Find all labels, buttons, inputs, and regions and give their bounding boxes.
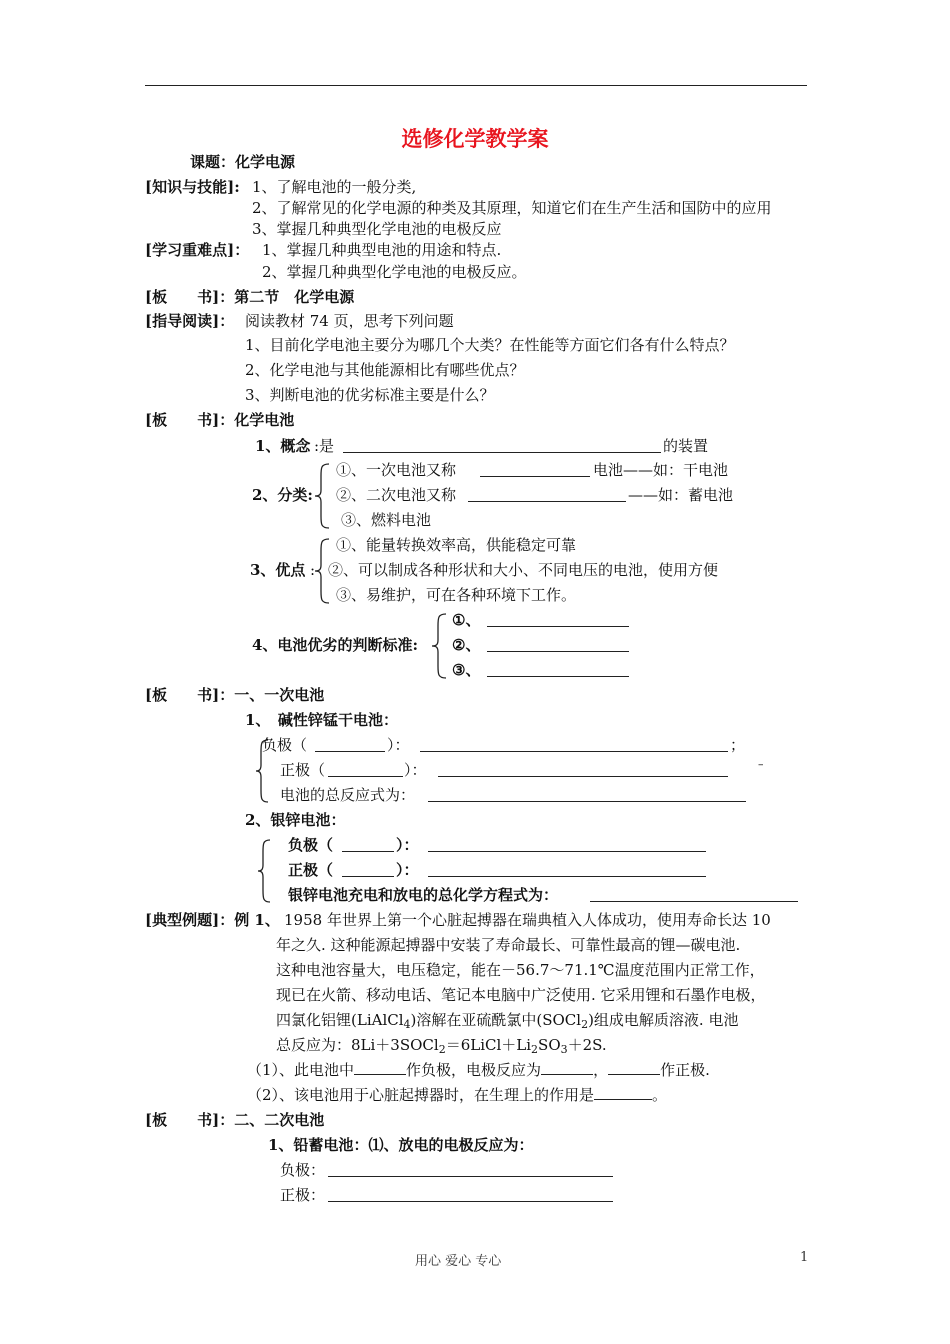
silver-total-blank[interactable] — [590, 901, 798, 902]
knowledge-item: 1、了解电池的一般分类, — [252, 178, 417, 196]
silver-pos-close: ）： — [396, 861, 419, 879]
example-question-1: （1）、此电池中 作负极，电极反应为 ， 作正极. — [247, 1061, 710, 1079]
answer-blank[interactable] — [608, 1060, 660, 1075]
board-heading: [板 书]：第二节 化学电源 — [145, 288, 355, 306]
silver-neg-label: 负极（ — [288, 836, 334, 854]
concept-label: 1、概念 — [255, 437, 311, 455]
guide-intro: 阅读教材 74 页，思考下列问题 — [245, 312, 454, 330]
alkaline-total-label: 电池的总反应式为： — [280, 786, 416, 804]
answer-blank[interactable] — [354, 1060, 406, 1075]
knowledge-item: 3、掌握几种典型化学电池的电极反应 — [252, 220, 502, 238]
criteria-blank[interactable] — [487, 651, 629, 652]
silver-neg-reaction-blank[interactable] — [428, 851, 706, 852]
silver-neg-close: ）： — [396, 836, 419, 854]
advantage-item: ①、能量转换效率高，供能稳定可靠 — [336, 536, 577, 554]
alkaline-neg-close: ）： — [387, 736, 410, 754]
alkaline-pos-label: 正极（ — [280, 761, 326, 779]
classify-item-3: ③、燃料电池 — [341, 511, 432, 529]
example-line-5: 四氯化铝锂(LiAlCl$_4$)溶解在亚硫酰氯中(SOCl$_2$)组成电解质溶液. 电池 — [276, 1011, 739, 1031]
silver-pos-reaction-blank[interactable] — [428, 876, 706, 877]
footer-text: 用心 爱心 专心 — [415, 1254, 502, 1269]
classify-item-2b: ——如：蓄电池 — [628, 486, 734, 504]
concept-blank[interactable] — [343, 452, 661, 453]
criteria-blank[interactable] — [487, 626, 629, 627]
criteria-item: ③、 — [452, 661, 481, 679]
example-line: 这种电池容量大，电压稳定，能在－56.7～71.1℃温度范围内正常工作， — [276, 961, 765, 979]
classify-label: 2、分类: — [252, 486, 313, 504]
example-line: 现已在火箭、移动电话、笔记本电脑中广泛使用. 它采用锂和石墨作电极， — [276, 986, 766, 1004]
leadacid-neg-blank[interactable] — [328, 1176, 613, 1177]
alkaline-neg-material-blank[interactable] — [315, 751, 385, 752]
alkaline-total-blank[interactable] — [428, 801, 746, 802]
alkaline-semicolon: ； — [730, 736, 746, 754]
keypoints-item: 2、掌握几种典型化学电池的电极反应。 — [262, 263, 527, 281]
board-heading: [板 书]：一、一次电池 — [145, 686, 325, 704]
leadacid-heading: 1、铅蓄电池：⑴、放电的电极反应为： — [268, 1136, 534, 1154]
answer-blank[interactable] — [541, 1060, 593, 1075]
alkaline-dash: – — [758, 758, 764, 771]
left-brace-icon — [256, 838, 272, 904]
alkaline-pos-material-blank[interactable] — [328, 776, 403, 777]
example-label: [典型例题]：例 1、 — [145, 911, 280, 929]
answer-blank[interactable] — [594, 1085, 652, 1100]
header-rule — [145, 85, 807, 86]
classify-item-1a: ①、一次电池又称 — [336, 461, 457, 479]
guide-question: 2、化学电池与其他能源相比有哪些优点？ — [245, 361, 525, 379]
leadacid-pos-label: 正极： — [280, 1186, 326, 1204]
alkaline-pos-close: ）： — [404, 761, 427, 779]
classify-blank-1[interactable] — [480, 476, 590, 477]
alkaline-pos-reaction-blank[interactable] — [438, 776, 728, 777]
silver-pos-label: 正极（ — [288, 861, 334, 879]
criteria-item: ①、 — [452, 611, 481, 629]
left-brace-icon — [430, 612, 448, 680]
keypoints-label: [学习重难点]： — [145, 241, 250, 259]
silver-pos-material-blank[interactable] — [342, 876, 394, 877]
keypoints-item: 1、掌握几种典型电池的用途和特点. — [262, 241, 502, 259]
silver-heading: 2、银锌电池： — [245, 811, 346, 829]
classify-item-2a: ②、二次电池又称 — [336, 486, 457, 504]
example-line: 年之久. 这种能源起搏器中安装了寿命最长、可靠性最高的锂—碳电池. — [276, 936, 741, 954]
page-title: 选修化学教学案 — [401, 126, 549, 151]
knowledge-label: [知识与技能]: — [145, 178, 240, 196]
page-number: 1 — [800, 1250, 809, 1265]
left-brace-icon — [313, 462, 331, 530]
alkaline-neg-label: 负极（ — [262, 736, 308, 754]
classify-blank-2[interactable] — [468, 501, 626, 502]
classify-item-1b: 电池——如：干电池 — [593, 461, 729, 479]
knowledge-item: 2、了解常见的化学电源的种类及其原理，知道它们在生产生活和国防中的应用 — [252, 199, 772, 217]
concept-prefix: :是 — [314, 437, 335, 455]
example-line: 1958 年世界上第一个心脏起搏器在瑞典植入人体成功，使用寿命长达 10 — [284, 911, 771, 929]
concept-suffix: 的装置 — [663, 437, 709, 455]
leadacid-pos-blank[interactable] — [328, 1201, 613, 1202]
advantage-item: ③、易维护，可在各种环境下工作。 — [336, 586, 577, 604]
criteria-item: ②、 — [452, 636, 481, 654]
board-heading: [板 书]：二、二次电池 — [145, 1111, 325, 1129]
guide-label: [指导阅读]： — [145, 312, 235, 330]
advantage-label: 3、优点 — [250, 561, 306, 579]
leadacid-neg-label: 负极： — [280, 1161, 326, 1179]
example-question-2: （2）、该电池用于心脏起搏器时，在生理上的作用是 。 — [247, 1086, 668, 1104]
topic-heading: 课题：化学电源 — [190, 153, 296, 171]
silver-neg-material-blank[interactable] — [342, 851, 394, 852]
alkaline-heading: 1、 碱性锌锰干电池： — [245, 711, 398, 729]
silver-total-label: 银锌电池充电和放电的总化学方程式为： — [288, 886, 559, 904]
board-heading: [板 书]：化学电池 — [145, 411, 295, 429]
alkaline-neg-reaction-blank[interactable] — [420, 751, 728, 752]
guide-question: 1、目前化学电池主要分为哪几个大类？在性能等方面它们各有什么特点？ — [245, 336, 735, 354]
criteria-label: 4、电池优劣的判断标准: — [252, 636, 418, 654]
criteria-blank[interactable] — [487, 676, 629, 677]
example-line-6: 总反应为：$8Li+3SOCl_2=6LiCl+Li_2SO_3+2S$. — [276, 1036, 607, 1056]
guide-question: 3、判断电池的优劣标准主要是什么？ — [245, 386, 495, 404]
advantage-item: ②、可以制成各种形状和大小、不同电压的电池，使用方便 — [328, 561, 719, 579]
advantage-colon: : — [310, 561, 316, 579]
